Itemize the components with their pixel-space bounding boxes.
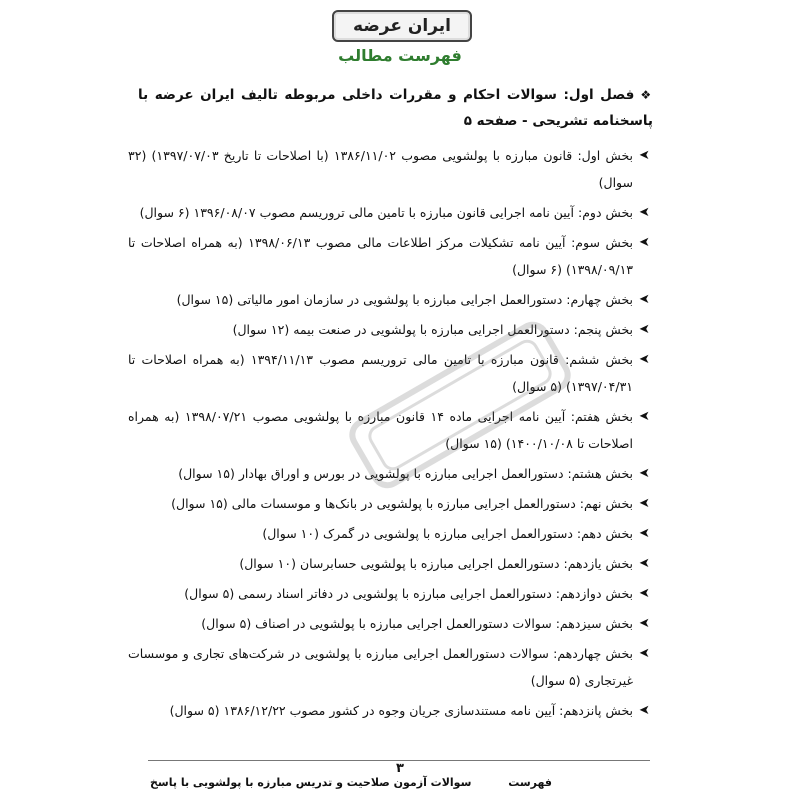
table-of-contents (128, 142, 653, 727)
toc-item (128, 490, 653, 517)
toc-item-text: بخش اول: قانون مبارزه با پولشویی مصوب ۱۳۸۶/۱۱/۰۲ (با اصلاحات تا تاریخ ۱۳۹۷/۰۷/۰۳) (۳۲ سوال) (128, 148, 633, 190)
toc-item-text: بخش پانزدهم: آیین نامه مستندسازی جریان وجوه در کشور مصوب ۱۳۸۶/۱۲/۲۲ (۵ سوال) (169, 703, 633, 718)
toc-item (128, 520, 653, 547)
footer-book-title: سوالات آزمون صلاحیت و تدریس مبارزه با پولشویی با پاسخ (150, 776, 472, 789)
brand-logo (332, 10, 472, 42)
arrow-bullet-icon: ➤ (639, 322, 650, 337)
arrow-bullet-icon: ➤ (639, 703, 650, 718)
arrow-bullet-icon: ➤ (639, 235, 650, 250)
footer-section-label: فهرست (508, 776, 552, 789)
toc-item (128, 640, 653, 694)
toc-item-text: بخش دوازدهم: دستورالعمل اجرایی مبارزه با پولشویی در دفاتر اسناد رسمی (۵ سوال) (184, 586, 633, 601)
toc-item (128, 550, 653, 577)
toc-item-text: بخش دوم: آیین نامه اجرایی قانون مبارزه با تامین مالی تروریسم مصوب ۱۳۹۶/۰۸/۰۷ (۶ سوال) (139, 205, 633, 220)
arrow-bullet-icon: ➤ (639, 148, 650, 163)
arrow-bullet-icon: ➤ (639, 646, 650, 661)
toc-item (128, 403, 653, 457)
toc-item-text: بخش سوم: آیین نامه تشکیلات مرکز اطلاعات مالی مصوب ۱۳۹۸/۰۶/۱۳ (به همراه اصلاحات تا ۱۳۹۸/۰۹/۱۳) (۶ سوال) (128, 235, 633, 277)
toc-item (128, 142, 653, 196)
arrow-bullet-icon: ➤ (639, 409, 650, 424)
toc-item-text: بخش پنجم: دستورالعمل اجرایی مبارزه با پولشویی در صنعت بیمه (۱۲ سوال) (232, 322, 633, 337)
toc-item-text: بخش ششم: قانون مبارزه با تامین مالی تروریسم مصوب ۱۳۹۴/۱۱/۱۳ (به همراه اصلاحات تا ۱۳۹۷/۰۴/۳۱) (۵ سوال) (128, 352, 633, 394)
logo-text: ایران عرضه (353, 16, 451, 36)
toc-item (128, 346, 653, 400)
chapter-heading (138, 82, 653, 134)
toc-item (128, 460, 653, 487)
arrow-bullet-icon: ➤ (639, 292, 650, 307)
toc-item (128, 697, 653, 724)
toc-item-text: بخش چهارم: دستورالعمل اجرایی مبارزه با پولشویی در سازمان امور مالیاتی (۱۵ سوال) (176, 292, 633, 307)
toc-item (128, 580, 653, 607)
toc-item (128, 229, 653, 283)
toc-item-text: بخش چهاردهم: سوالات دستورالعمل اجرایی مبارزه با پولشویی در شرکت‌های تجاری و موسسات غیرتجاری (۵ سوال) (128, 646, 633, 688)
diamond-bullet-icon: ❖ (640, 88, 653, 102)
arrow-bullet-icon: ➤ (639, 586, 650, 601)
toc-item (128, 286, 653, 313)
toc-item-text: بخش سیزدهم: سوالات دستورالعمل اجرایی مبارزه با پولشویی در اصناف (۵ سوال) (201, 616, 633, 631)
toc-item (128, 316, 653, 343)
toc-item-text: بخش هفتم: آیین نامه اجرایی ماده ۱۴ قانون مبارزه با پولشویی مصوب ۱۳۹۸/۰۷/۲۱ (به همراه اصلاحات تا ۱۴۰۰/۱۰/۰۸) (۱۵ سوال) (128, 409, 633, 451)
toc-item-text: بخش دهم: دستورالعمل اجرایی مبارزه با پولشویی در گمرک (۱۰ سوال) (262, 526, 633, 541)
arrow-bullet-icon: ➤ (639, 556, 650, 571)
page-number: ۳ (396, 761, 404, 776)
toc-item-text: بخش هشتم: دستورالعمل اجرایی مبارزه با پولشویی در بورس و اوراق بهادار (۱۵ سوال) (178, 466, 633, 481)
arrow-bullet-icon: ➤ (639, 466, 650, 481)
arrow-bullet-icon: ➤ (639, 526, 650, 541)
arrow-bullet-icon: ➤ (639, 352, 650, 367)
arrow-bullet-icon: ➤ (639, 205, 650, 220)
arrow-bullet-icon: ➤ (639, 496, 650, 511)
page-title: فهرست مطالب (338, 46, 462, 65)
chapter-heading-text: فصل اول: سوالات احکام و مقررات داخلی مربوطه تالیف ایران عرضه با پاسخنامه تشریحی - صفحه ۵ (138, 87, 653, 129)
toc-item (128, 199, 653, 226)
toc-item-text: بخش نهم: دستورالعمل اجرایی مبارزه با پولشویی در بانک‌ها و موسسات مالی (۱۵ سوال) (171, 496, 633, 511)
arrow-bullet-icon: ➤ (639, 616, 650, 631)
toc-item-text: بخش یازدهم: دستورالعمل اجرایی مبارزه با پولشویی حسابرسان (۱۰ سوال) (239, 556, 633, 571)
toc-item (128, 610, 653, 637)
